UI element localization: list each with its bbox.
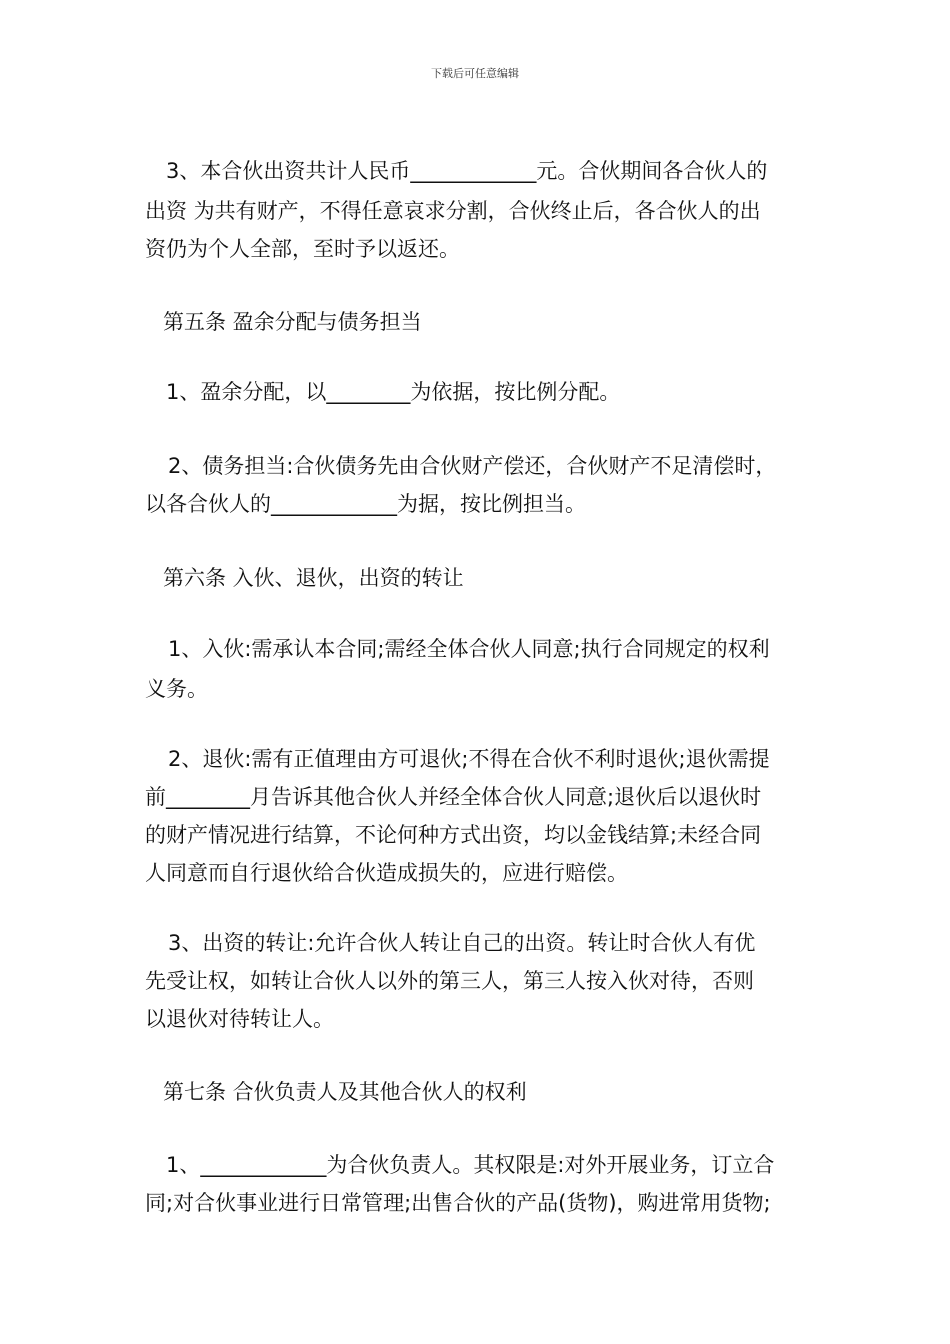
paragraph-line: 同;对合伙事业进行日常管理;出售合伙的产品(货物)，购进常用货物; (145, 1191, 771, 1215)
section-heading: 第五条 盈余分配与债务担当 (163, 310, 422, 334)
paragraph-line: 的财产情况进行结算，不论何种方式出资，均以金钱结算;未经合同 (145, 823, 762, 847)
page-header: 下载后可任意编辑 (431, 67, 519, 80)
paragraph-line: 以退伙对待转让人。 (145, 1007, 334, 1031)
section-heading: 第六条 入伙、退伙，出资的转让 (163, 566, 464, 590)
paragraph-line: 资仍为个人全部，至时予以返还。 (145, 237, 460, 261)
paragraph-line: 2、退伙:需有正值理由方可退伙;不得在合伙不利时退伙;退伙需提 (168, 747, 770, 771)
paragraph-line: 义务。 (145, 677, 208, 701)
paragraph-line: 3、出资的转让:允许合伙人转让自己的出资。转让时合伙人有优 (168, 931, 756, 955)
section-heading: 第七条 合伙负责人及其他合伙人的权利 (163, 1080, 527, 1104)
paragraph-line: 1、盈余分配，以________为依据，按比例分配。 (166, 380, 621, 404)
paragraph-line: 前________月告诉其他合伙人并经全体合伙人同意;退伙后以退伙时 (145, 785, 762, 809)
paragraph-line: 人同意而自行退伙给合伙造成损失的，应进行赔偿。 (145, 861, 628, 885)
paragraph-line: 3、本合伙出资共计人民币____________元。合伙期间各合伙人的 (166, 159, 768, 183)
paragraph-line: 以各合伙人的____________为据，按比例担当。 (145, 492, 586, 516)
paragraph-line: 1、入伙:需承认本合同;需经全体合伙人同意;执行合同规定的权利 (168, 637, 770, 661)
paragraph-line: 出资 为共有财产，不得任意哀求分割，合伙终止后，各合伙人的出 (145, 199, 761, 223)
paragraph-line: 先受让权，如转让合伙人以外的第三人，第三人按入伙对待，否则 (145, 969, 754, 993)
paragraph-line: 1、____________为合伙负责人。其权限是:对外开展业务，订立合 (166, 1153, 775, 1177)
paragraph-line: 2、债务担当:合伙债务先由合伙财产偿还，合伙财产不足清偿时， (168, 454, 777, 478)
